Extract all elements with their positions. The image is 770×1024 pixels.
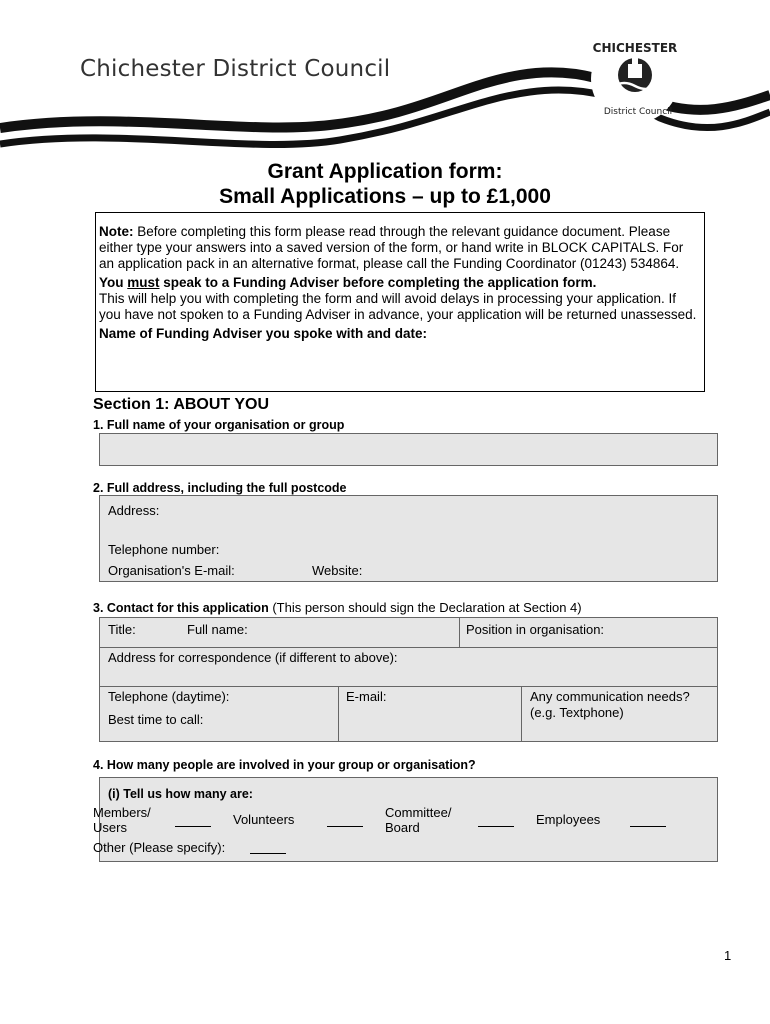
- council-logo: [588, 32, 682, 126]
- divider: [459, 618, 460, 648]
- page-number: 1: [724, 948, 732, 963]
- divider: [338, 686, 339, 741]
- svg-text:CHICHESTER: CHICHESTER: [592, 41, 678, 55]
- website-label: Website:: [312, 563, 363, 578]
- committee-blank[interactable]: [478, 825, 514, 827]
- divider: [100, 686, 717, 687]
- members-label: Members/ Users: [93, 805, 151, 835]
- must-suffix: speak to a Funding Adviser before completing the application form.: [159, 274, 597, 290]
- contact-table: [99, 617, 718, 742]
- volunteers-blank[interactable]: [327, 825, 363, 827]
- position-label: Position in organisation:: [466, 622, 605, 637]
- question-2: 2. Full address, including the full postcode: [93, 481, 347, 495]
- must-prefix: You: [99, 274, 128, 290]
- best-time-label: Best time to call:: [108, 712, 204, 727]
- note-box: [95, 212, 705, 392]
- correspondence-label: Address for correspondence (if different to above):: [108, 650, 398, 665]
- committee-label: Committee/ Board: [385, 805, 452, 835]
- employees-blank[interactable]: [630, 825, 666, 827]
- org-email-label: Organisation's E-mail:: [108, 563, 235, 578]
- council-name: Chichester District Council: [80, 56, 391, 82]
- org-name-field[interactable]: [99, 433, 718, 466]
- question-3: [93, 600, 582, 615]
- comm-needs-label: Any communication needs? (e.g. Textphone): [530, 689, 690, 720]
- help-text: This will help you with completing the form and will avoid delays in processing your application. If you have not spoken to a Funding Adviser in advance, your application will be returned unassessed.: [99, 290, 697, 323]
- must-speak-statement: [99, 275, 701, 291]
- telephone-label: Telephone number:: [108, 542, 220, 557]
- employees-label: Employees: [536, 812, 601, 827]
- other-blank[interactable]: [250, 852, 286, 854]
- contact-title-label: Title:: [108, 622, 136, 637]
- must-word: must: [127, 274, 160, 290]
- question-3-rest: (This person should sign the Declaration at Section 4): [268, 600, 582, 615]
- address-box[interactable]: [99, 495, 718, 582]
- address-label: Address:: [108, 503, 160, 518]
- section-heading: Section 1: ABOUT YOU: [93, 396, 270, 413]
- note-label: Note:: [99, 224, 134, 239]
- form-title: Grant Application form:: [267, 160, 503, 183]
- people-subheading: (i) Tell us how many are:: [108, 787, 253, 801]
- note-text: Before completing this form please read through the relevant guidance document. Please either type your answers into a saved version of the form, or hand write in BLOCK CAPITALS. For an application pack in an alternative format, please call the Funding Coordinator (01243) 534864.: [99, 224, 684, 272]
- question-4: 4. How many people are involved in your group or organisation?: [93, 758, 476, 772]
- adviser-label: Name of Funding Adviser you spoke with and date:: [99, 326, 428, 342]
- members-blank[interactable]: [175, 825, 211, 827]
- other-label: Other (Please specify):: [93, 840, 226, 855]
- question-3-bold: 3. Contact for this application: [93, 601, 269, 615]
- svg-text:District Council: District Council: [603, 107, 673, 117]
- form-subtitle: Small Applications – up to £1,000: [219, 185, 551, 208]
- note-paragraph: [99, 224, 701, 273]
- divider: [521, 686, 522, 741]
- contact-fullname-label: Full name:: [187, 622, 248, 637]
- council-crest-icon: [588, 32, 682, 126]
- divider: [100, 647, 717, 648]
- people-box: [93, 777, 718, 862]
- contact-email-label: E-mail:: [346, 689, 387, 704]
- tel-daytime-label: Telephone (daytime):: [108, 689, 230, 704]
- volunteers-label: Volunteers: [233, 812, 295, 827]
- question-1: 1. Full name of your organisation or group: [93, 418, 345, 432]
